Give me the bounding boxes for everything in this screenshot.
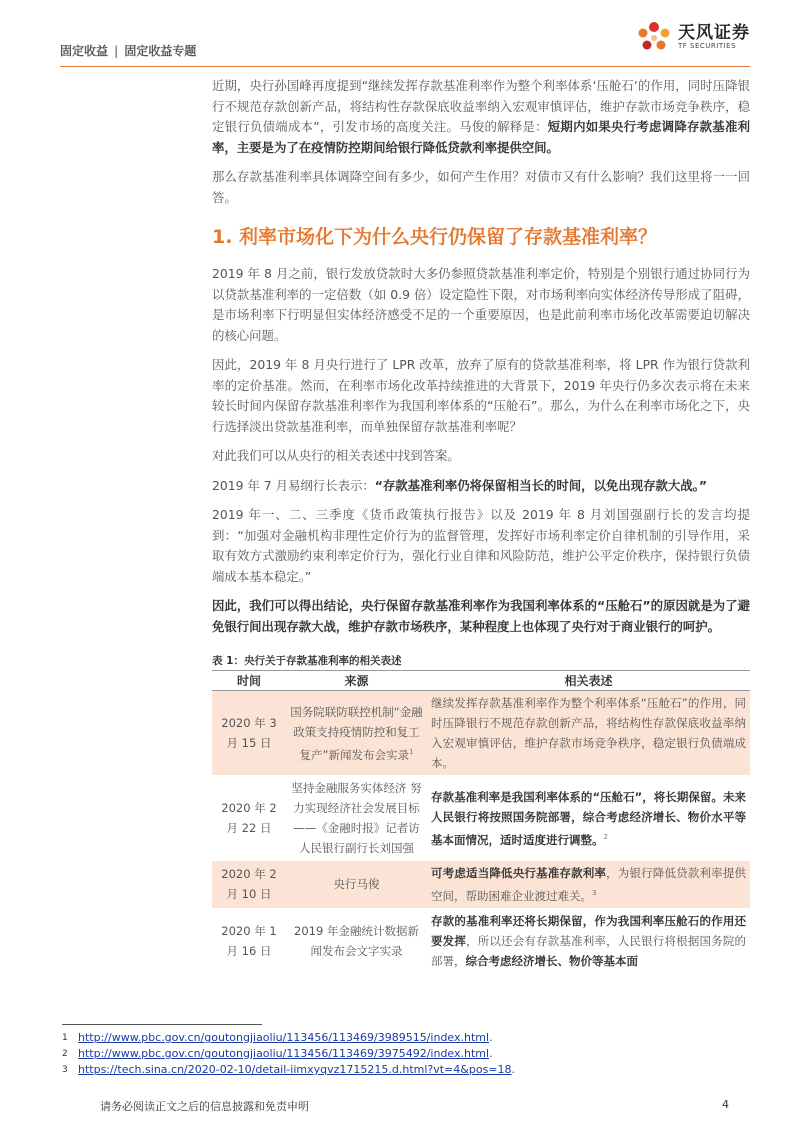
cell-time: 2020 年 2 月 10 日 [212,861,286,909]
quote-intro: 2019 年 7 月易纲行长表示： [212,477,375,493]
footnote-item [62,1030,515,1046]
cell-source: 坚持金融服务实体经济 努力实现经济社会发展目标——《金融时报》记者访人民银行副行长刘国强 [286,776,427,861]
statements-table [212,670,750,974]
footnote-tail: . [511,1063,516,1076]
description-text: ，为银行降低贷款利率提供空间，帮助困难企业渡过难关。 [431,866,747,903]
table-row [212,861,750,909]
page-header [60,0,750,62]
footnote-ref: 2 [603,832,608,841]
footnote-divider [62,1024,262,1025]
cell-source: 2019 年金融统计数据新闻发布会文字实录 [286,908,427,973]
footnote-tail: . [489,1047,493,1060]
section-paragraph-5: 2019 年一、二、三季度《货币政策执行报告》以及 2019 年 8 月刘国强副行长的发言均提到：“加强对金融机构非理性定价行为的监督管理，发挥好市场利率定价自律机制的引导作用，采取有效方式激励约束利率定价行为，强化行业自律和风险防范，维护公平定价秩序，保持银行负债端成本基本稳定。” [212,507,750,584]
cell-description [427,776,750,861]
intro-highlight: 短期内如果央行考虑调降存款基准利率，主要是为了在疫情防控期间给银行降低贷款利率提供空间。 [212,119,751,155]
cell-time: 2020 年 2 月 22 日 [212,776,286,861]
table-header-row [212,671,750,691]
breadcrumb [60,42,196,59]
intro-paragraph-1 [212,76,750,158]
column-header-source: 来源 [286,671,427,691]
header-divider [60,66,750,67]
footnote-link[interactable]: https://tech.sina.cn/2020-02-10/detail-iimxyqvz1715215.d.html?vt=4&pos=18 [78,1063,512,1076]
footnote-ref: 1 [409,747,414,756]
description-bold: 存款基准利率是我国利率体系的“压舱石”，将长期保留。未来人民银行将按照国务院部署，综合考虑经济增长、物价水平等基本面情况，适时适度进行调整。 [431,789,746,847]
section-paragraph-4 [212,476,750,497]
table-row [212,908,750,973]
cell-description [427,861,750,909]
cell-source: 央行马俊 [286,861,427,909]
company-logo [634,20,750,54]
description-bold-2: 综合考虑经济增长、物价等基本面 [465,953,638,968]
cell-description [427,908,750,973]
cell-time: 2020 年 3 月 15 日 [212,691,286,776]
intro-paragraph-2: 那么存款基准利率具体调降空间有多少，如何产生作用？对债市又有什么影响？我们这里将一一回答。 [212,169,750,205]
table-row [212,691,750,776]
section-paragraph-1: 2019 年 8 月之前，银行发放贷款时大多仍参照贷款基准利率定价，特别是个别银行通过协同行为以贷款基准利率的一定倍数（如 0.9 倍）设定隐性下限，对市场利率向实体经济传导形成了阻碍，是市场利率下行明显但实体经济感受不足的一个重要原因，也是此前利率市场化改革需要迫切解决的核心问题。 [212,266,750,343]
footnote-link[interactable]: http://www.pbc.gov.cn/goutongjiaoliu/113456/113469/3975492/index.html [78,1047,490,1060]
footnote-item [62,1062,515,1078]
footnote-item [62,1046,515,1062]
cell-time: 2020 年 1 月 16 日 [212,908,286,973]
footnote-number: 2 [62,1049,68,1059]
section-paragraph-3: 对此我们可以从央行的相关表述中找到答案。 [212,448,460,463]
footnote-ref: 3 [592,889,597,897]
table-caption: 表 1：央行关于存款基准利率的相关表述 [212,655,402,667]
column-header-time: 时间 [212,671,286,691]
table-row [212,776,750,861]
source-text: 国务院联防联控机制“金融政策支持疫情防控和复工复产”新闻发布会实录 [290,704,423,762]
logo-mark-icon [634,20,674,54]
description-text: ，所以还会有存款基准利率，人民银行将根据国务院的部署， [431,933,747,968]
section-conclusion: 因此，我们可以得出结论，央行保留存款基准利率作为我国利率体系的“压舱石”的原因就是为了避免银行间出现存款大战，维护存款市场秩序，某种程度上也体现了央行对于商业银行的呵护。 [212,598,750,634]
column-header-description: 相关表述 [427,671,750,691]
footnote-link[interactable]: http://www.pbc.gov.cn/goutongjiaoliu/113456/113469/3989515/index.html [78,1031,490,1044]
section-title: 1. 利率市场化下为什么央行仍保留了存款基准利率？ [212,226,658,248]
cell-description: 继续发挥存款基准利率作为整个利率体系“压舱石”的作用，同时压降银行不规范存款创新产品，将结构性存款保底收益率纳入宏观审慎评估，维护存款市场竞争秩序，稳定银行负债端成本。 [427,691,750,776]
page-number: 4 [722,1098,729,1111]
footnote-tail: . [489,1031,493,1044]
footer-disclaimer: 请务必阅读正文之后的信息披露和免责申明 [100,1100,309,1113]
footnote-number: 3 [62,1065,68,1075]
breadcrumb-topic: 固定收益专题 [124,44,197,58]
main-content [212,76,750,646]
breadcrumb-separator: | [114,44,119,58]
logo-name-cn: 天风证券 [678,23,750,43]
quote-highlight: “存款基准利率仍将保留相当长的时间，以免出现存款大战。” [374,477,707,493]
footnote-number: 1 [62,1033,68,1043]
intro-text: 近期，央行孙国峰再度提到“继续发挥存款基准利率作为整个利率体系‘压舱石’的作用，同时压降银行不规范存款创新产品，将结构性存款保底收益率纳入宏观审慎评估，维护存款市场竞争秩序，稳定银行负债端成本”，引发市场的高度关注。马俊的解释是： [212,78,750,134]
description-bold: 可考虑适当降低央行基准存款利率 [431,866,607,880]
section-paragraph-2: 因此，2019 年 8 月央行进行了 LPR 改革，放弃了原有的贷款基准利率，将 LPR 作为银行贷款利率的定价基准。然而，在利率市场化改革持续推进的大背景下，2019 年央行仍多次表示将在未来较长时间内保留存款基准利率作为我国利率体系的“压舱石”。那么，为什么在利率市场化之下，央行选择淡出贷款基准利率，而单独保留存款基准利率呢？ [212,357,750,434]
description-bold: 存款的基准利率还将长期保留，作为我国利率压舱石的作用还要发挥 [431,913,746,948]
footnotes [62,1030,515,1078]
logo-name-en: TF SECURITIES [678,42,737,50]
breadcrumb-section: 固定收益 [60,44,109,58]
cell-source [286,691,427,776]
